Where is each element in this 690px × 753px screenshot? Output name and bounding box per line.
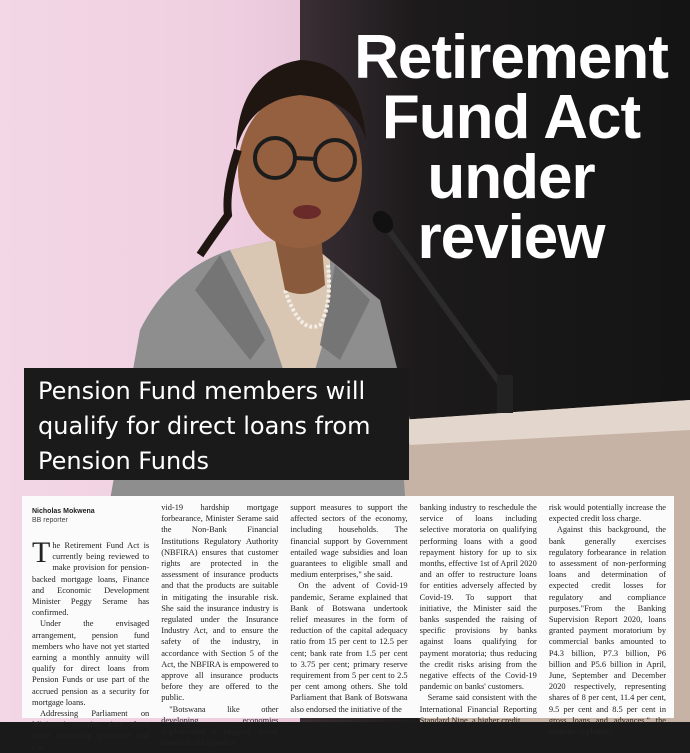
article-columns: [32, 502, 667, 752]
paragraph: banking industry to reschedule the service of loans including selective moratoria on qualifying performing loans with a good repayment history for up to six months, effective 1st of April 2020 and an offer to restructure loans for entities adversely affected by Covid-19. To support that initiative, the Minister said the banks suspended the raising of specific provisions by banks against loans qualifying for payment moratoria; thus reducing the credit risks arising from the negative effects of the Covid-19 pandemic on banks' customers.: [419, 503, 537, 692]
headline-line-3: under: [427, 143, 595, 212]
headline-line-1: Retirement: [354, 23, 668, 92]
author-name: Nicholas Mokwena: [32, 508, 95, 515]
paragraph: "Botswana like other developing economies implemented a targeted fiscal, financial and liquidity: [161, 704, 279, 748]
paragraph: Serame said consistent with the International Financial Reporting Standard Nine, a higher credit: [419, 693, 537, 725]
headline-line-2: Fund Act: [381, 83, 641, 152]
paragraph: Addressing Parliament on Ministers' question time about home ownership protection and Co-: [32, 709, 150, 752]
paragraph: vid-19 hardship mortgage forbearance, Minister Serame said the Non-Bank Financial Institutions Regulatory Authority (NBFIRA) ensures that customer rights are protected in the assessment of insurance products and that the products are suitable in mitigating the insurable risk. She said the insurance industry is regulated under the Insurance Industry Act, and to ensure the safety of the industry, in accordance with Section 5 of the Act, the NBFIRA is empowered to approve all insurance products before they are offered to the public.: [161, 503, 279, 703]
drop-cap: T: [32, 536, 51, 569]
subheadline-line-3: Pension Funds: [38, 447, 209, 475]
subheadline-line-1: Pension Fund members will: [38, 377, 366, 405]
paragraph: On the advent of Covid-19 pandemic, Serame explained that Bank of Botswana undertook relief measures in the form of reduction of the capital adequacy ratio from 15 per cent to 12.5 per cent; bank rate from 1.5 per cent to 3.75 per cent; primary reserve requirement from 5 per cent to 2.5 per cent among others. She told Parliament that Bank of Botswana also endorsed the initiative of the: [290, 581, 408, 714]
paragraph: risk would potentially increase the expected credit loss charge.: [548, 503, 667, 524]
paragraph: The Retirement Fund Act is currently being reviewed to make provision for pension-backed mortgage loans, Finance and Economic Development Minister Peggy Serame has confirmed.: [32, 536, 150, 618]
paragraph: support measures to support the affected sectors of the economy, including households. The financial support by Government entailed wage subsidies and loan guarantees to eligible small and medium enterprises," she said.: [290, 503, 408, 580]
author-role: BB reporter: [32, 517, 68, 524]
article-column-3: [290, 502, 407, 714]
headline-line-4: review: [417, 203, 605, 272]
subheadline-line-2: qualify for direct loans from: [38, 412, 371, 440]
article-column-4: [419, 502, 537, 725]
paragraph: Against this background, the bank generally exercises regulatory forbearance in relation to assessment of non-performing loans and determination of expected credit losses for regulatory and compliance purposes."From the Banking Supervision Report 2020, loans granted payment moratorium by commercial banks amounted to P4.3 billion, P7.3 billion, P6 billion and P5.6 billion in April, June, September and December 2020 respectively, representing shares of 8 per cent, 11.4 per cent, 9.5 per cent and 8.5 per cent in gross loans and advances," the minister explained.: [548, 525, 667, 737]
article-column-2: [161, 502, 279, 748]
headline: [346, 23, 676, 272]
article-column-1: [32, 502, 150, 752]
subheadline-box: [24, 368, 409, 480]
article-column-5: [548, 502, 667, 737]
paragraph: Under the envisaged arrangement, pension fund members who have not yet started earning a monthly annuity will qualify for direct loans from Pension Funds or use part of the accrued pension as a security for mortgage loans.: [32, 619, 150, 707]
article-body: [22, 496, 674, 752]
